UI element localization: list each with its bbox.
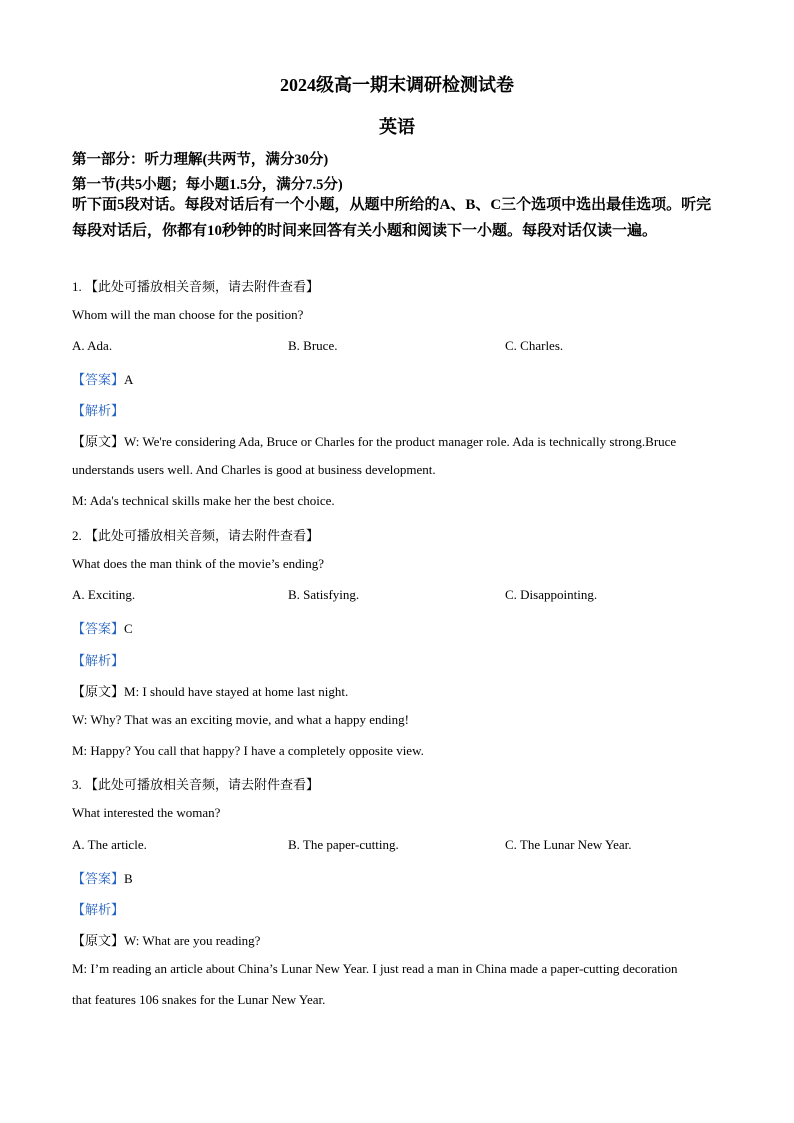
option-b: B. Satisfying. xyxy=(288,587,360,602)
transcript-line: M: I’m reading an article about China’s Lunar New Year. I just read a man in China made a paper-cutting decoration xyxy=(72,961,678,976)
original-tag: 【原文】 xyxy=(72,684,125,699)
answer-value: A xyxy=(124,372,134,387)
question-stem: 1. 【此处可播放相关音频，请去附件查看】 xyxy=(72,279,320,294)
original-tag: 【原文】 xyxy=(72,933,125,948)
answer-line xyxy=(72,868,133,887)
option-a: A. The article. xyxy=(72,837,147,852)
question-text: Whom will the man choose for the position? xyxy=(72,307,304,322)
option-c: C. Disappointing. xyxy=(505,587,598,602)
part-heading: 第一部分：听力理解(共两节，满分30分) xyxy=(72,152,329,168)
question-text: What interested the woman? xyxy=(72,805,221,820)
option-c: C. The Lunar New Year. xyxy=(505,837,632,852)
option-a: A. Ada. xyxy=(72,338,113,353)
answer-line xyxy=(72,369,133,388)
exam-title: 2024级高一期末调研检测试卷 xyxy=(280,75,514,95)
question-stem: 2. 【此处可播放相关音频，请去附件查看】 xyxy=(72,528,320,543)
transcript-line: M: I should have stayed at home last night. xyxy=(124,684,349,699)
analysis-tag: 【解析】 xyxy=(72,902,125,917)
original-tag: 【原文】 xyxy=(72,434,125,449)
original-line xyxy=(72,681,348,700)
transcript-line: W: Why? That was an exciting movie, and what a happy ending! xyxy=(72,712,409,727)
subject-title: 英语 xyxy=(379,117,415,137)
answer-value: B xyxy=(124,871,133,886)
transcript-line: M: Ada's technical skills make her the best choice. xyxy=(72,493,335,508)
instructions: 听下面5段对话。每段对话后有一个小题，从题中所给的A、B、C三个选项中选出最佳选项。听完每段对话后，你都有10秒钟的时间来回答有关小题和阅读下一小题。每段对话仅读一遍。 xyxy=(72,197,712,239)
answer-line xyxy=(72,618,133,637)
question-stem: 3. 【此处可播放相关音频，请去附件查看】 xyxy=(72,777,320,792)
section-heading: 第一节(共5小题；每小题1.5分，满分7.5分) xyxy=(72,177,343,193)
option-b: B. The paper-cutting. xyxy=(288,837,399,852)
original-line xyxy=(72,431,676,450)
option-c: C. Charles. xyxy=(505,338,564,353)
transcript-line: that features 106 snakes for the Lunar New Year. xyxy=(72,992,326,1007)
question-text: What does the man think of the movie’s ending? xyxy=(72,556,324,571)
transcript-line: W: We're considering Ada, Bruce or Charles for the product manager role. Ada is technically strong.Bruce xyxy=(124,434,677,449)
analysis-tag: 【解析】 xyxy=(72,403,125,418)
answer-value: C xyxy=(124,621,133,636)
transcript-line: W: What are you reading? xyxy=(124,933,261,948)
transcript-line: understands users well. And Charles is good at business development. xyxy=(72,462,436,477)
analysis-tag: 【解析】 xyxy=(72,653,125,668)
answer-tag: 【答案】 xyxy=(72,372,125,387)
answer-tag: 【答案】 xyxy=(72,621,125,636)
option-b: B. Bruce. xyxy=(288,338,338,353)
original-line xyxy=(72,930,260,949)
option-a: A. Exciting. xyxy=(72,587,136,602)
answer-tag: 【答案】 xyxy=(72,871,125,886)
transcript-line: M: Happy? You call that happy? I have a completely opposite view. xyxy=(72,743,424,758)
